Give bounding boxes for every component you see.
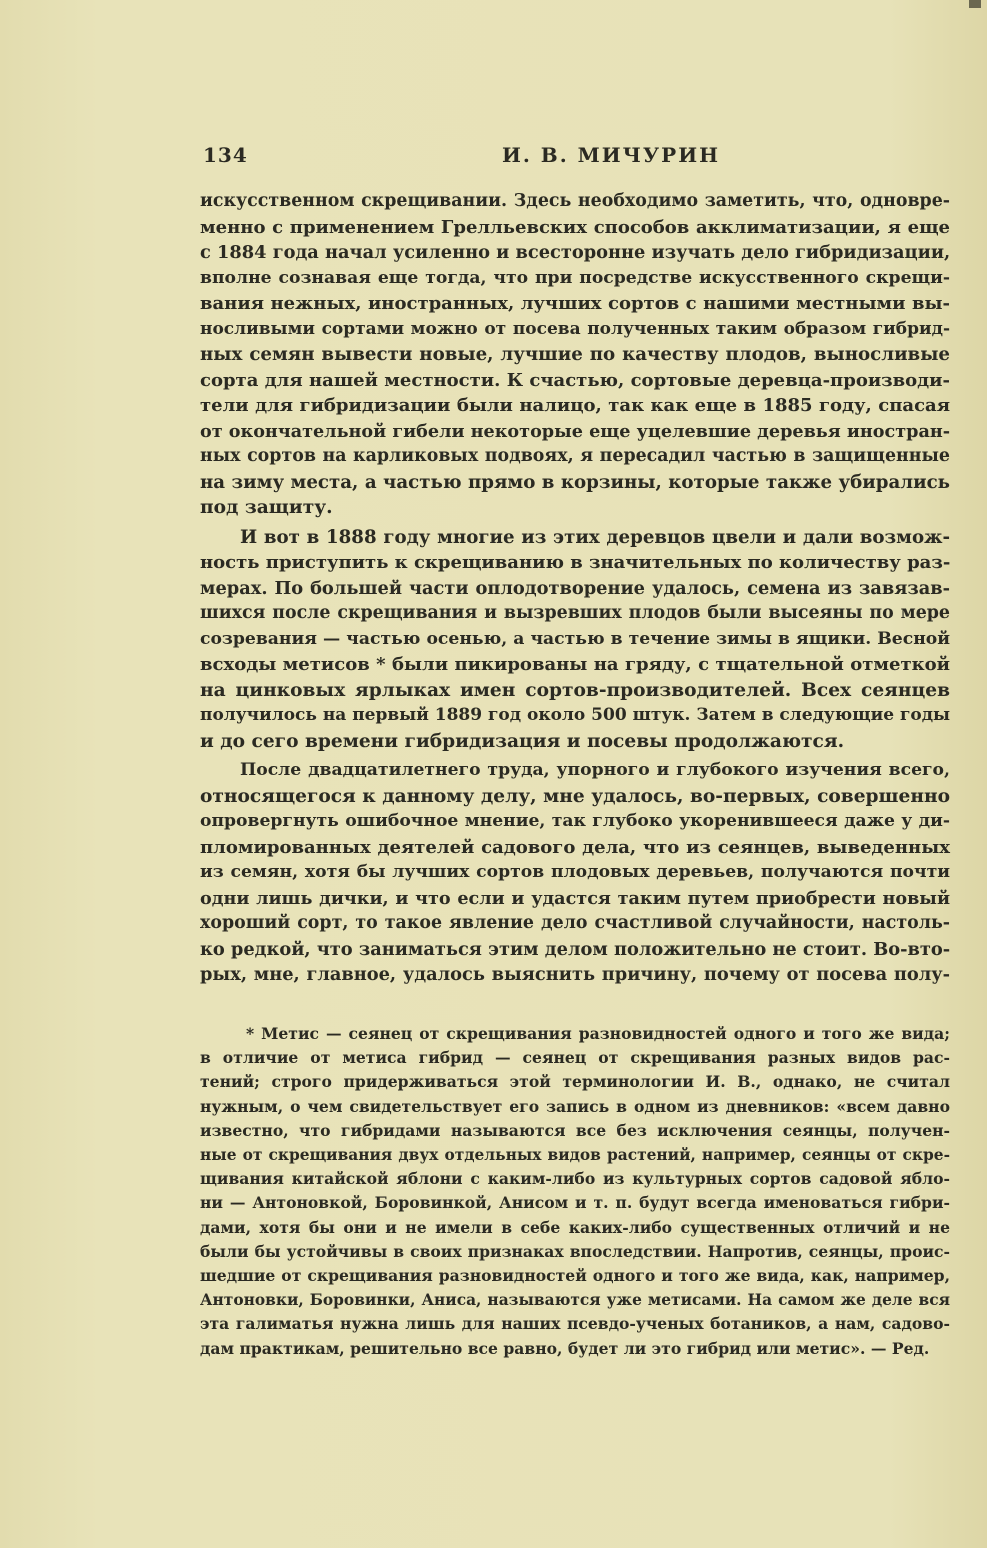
text-line: на цинковых ярлыках имен сортов-производителей. Всех сеянцев [200,679,950,701]
text-line: тели для гибридизации были налицо, так как еще в 1885 году, спасая [200,395,950,416]
text-line: носливыми сортами можно от посева полученных таким образом гибрид- [200,318,950,339]
footnote-line: были бы устойчивы в своих признаках впоследствии. Напротив, сеянцы, проис- [200,1241,950,1261]
text-line: под защиту. [200,497,333,518]
footnote-line: дами, хотя бы они и не имели в себе каких-либо существенных отличий и не [200,1217,950,1237]
text-line: вполне сознавая еще тогда, что при посредстве искусственного скрещи- [200,267,950,288]
footnote-line: в отличие от метиса гибрид — сеянец от скрещивания разных видов рас- [200,1048,950,1068]
text-line: одни лишь дички, и что если и удастся таким путем приобрести новый [200,887,950,909]
text-line: на зиму места, а частью прямо в корзины, которые также убирались [200,471,950,493]
paragraph-1 [200,189,950,521]
text-line: из семян, хотя бы лучших сортов плодовых деревьев, получаются почти [200,862,950,882]
footnote [200,1022,950,1361]
footnote-line: шедшие от скрещивания разновидностей одного и того же вида, как, например, [200,1266,950,1286]
text-line: всходы метисов * были пикированы на гряду, с тщательной отметкой [200,654,950,675]
text-line: ность приступить к скрещиванию в значительных по количеству раз- [200,552,951,573]
footnote-line: ни — Антоновкой, Боровинкой, Анисом и т. п. будут всегда именоваться гибри- [200,1193,950,1213]
text-line: хороший сорт, то такое явление дело счастливой случайности, настоль- [200,913,950,933]
scan-corner-mark [969,0,981,8]
text-line: И вот в 1888 году многие из этих деревцов цвели и дали возмож- [240,526,950,548]
text-line: мерах. По большей части оплодотворение удалось, семена из завязав- [200,577,950,599]
footnote-line: дам практикам, решительно все равно, будет ли это гибрид или метис». — Ред. [200,1338,930,1358]
text-line: опровергнуть ошибочное мнение, так глубоко укоренившееся даже у ди- [200,811,950,831]
paragraph-2 [200,525,950,755]
running-head: И. В. МИЧУРИН [501,143,720,167]
text-line: относящегося к данному делу, мне удалось, во-первых, совершенно [200,785,950,807]
text-line: ных сортов на карликовых подвоях, я пересадил частью в защищенные [200,446,950,466]
footnote-line: * Метис — сеянец от скрещивания разновидностей одного и того же вида; [246,1024,950,1043]
text-line: от окончательной гибели некоторые еще уцелевшие деревья иностран- [200,420,951,442]
text-line: с 1884 года начал усиленно и всесторонне изучать дело гибридизации, [200,242,951,263]
text-line: созревания — частью осенью, а частью в течение зимы в ящики. Весной [200,628,950,649]
page-header [203,143,949,167]
text-line: рых, мне, главное, удалось выяснить причину, почему от посева полу- [200,964,950,985]
footnote-line: ные от скрещивания двух отдельных видов растений, например, сеянцы от скре- [200,1146,950,1165]
text-line: получилось на первый 1889 год около 500 штук. Затем в следующие годы [200,705,951,725]
text-line: искусственном скрещивании. Здесь необходимо заметить, что, одновре- [200,191,950,211]
footnote-line: нужным, о чем свидетельствует его запись в одном из дневников: «всем давно [200,1096,950,1116]
footnote-line: щивания китайской яблони с каким-либо из культурных сортов садовой ябло- [200,1169,950,1189]
text-line: пломированных деятелей садового дела, что из сеянцев, выведенных [200,836,950,858]
text-line: ных семян вывести новые, лучшие по качеству плодов, выносливые [200,344,950,365]
paragraph-3 [200,758,950,988]
page-number: 134 [203,143,248,167]
footnote-line: Антоновки, Боровинки, Аниса, называются уже метисами. На самом же деле вся [200,1291,950,1310]
text-line: менно с применением Грелльевских способов акклиматизации, я еще [200,216,950,238]
text-line: сорта для нашей местности. К счастью, сортовые деревца-производи- [200,369,950,391]
footnote-line: эта галиматья нужна лишь для наших псевдо-ученых ботаников, а нам, садово- [200,1314,950,1334]
text-line: вания нежных, иностранных, лучших сортов с нашими местными вы- [200,293,950,314]
text-line: После двадцатилетнего труда, упорного и глубокого изучения всего, [240,760,950,780]
text-line: шихся после скрещивания и вызревших плодов были высеяны по мере [200,603,950,623]
text-line: ко редкой, что заниматься этим делом положительно не стоит. Во-вто- [200,938,951,960]
footnote-line: известно, что гибридами называются все без исключения сеянцы, получен- [200,1120,950,1140]
body-text [200,189,950,988]
footnote-line: тений; строго придерживаться этой терминологии И. В., однако, не считал [200,1072,950,1092]
text-line: и до сего времени гибридизация и посевы продолжаются. [200,730,845,752]
